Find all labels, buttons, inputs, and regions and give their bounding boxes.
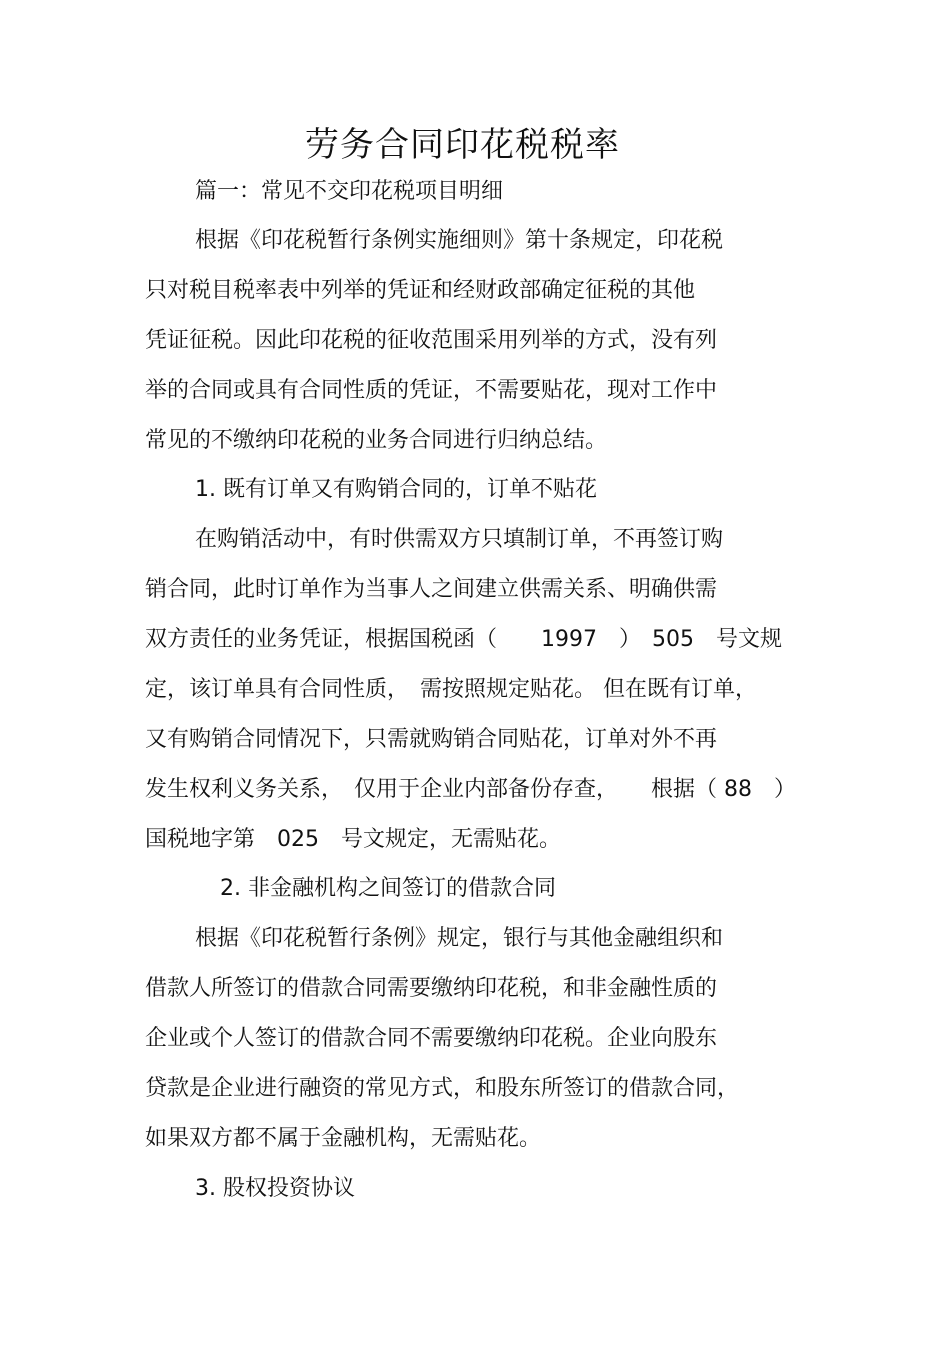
paragraph-line: 举的合同或具有合同性质的凭证，不需要贴花，现对工作中 <box>145 378 718 403</box>
paragraph-line: 只对税目税率表中列举的凭证和经财政部确定征税的其他 <box>145 278 696 303</box>
paragraph-line: 双方责任的业务凭证，根据国税函（ 1997 ） 505 号文规 <box>145 627 782 652</box>
item-heading-3: 3. 股权投资协议 <box>195 1176 355 1201</box>
paragraph-line: 贷款是企业进行融资的常见方式，和股东所签订的借款合同， <box>145 1076 740 1101</box>
paragraph-line: 发生权利义务关系， 仅用于企业内部备份存查， 根据（ 88 ） <box>145 777 796 802</box>
paragraph-line: 企业或个人签订的借款合同不需要缴纳印花税。企业向股东 <box>145 1026 718 1051</box>
paragraph-line: 根据《印花税暂行条例实施细则》第十条规定，印花税 <box>195 228 724 253</box>
paragraph-line: 借款人所签订的借款合同需要缴纳印花税，和非金融性质的 <box>145 976 718 1001</box>
paragraph-line: 定，该订单具有合同性质， 需按照规定贴花。 但在既有订单， <box>145 677 757 702</box>
paragraph-line: 在购销活动中，有时供需双方只填制订单，不再签订购 <box>195 527 724 552</box>
paragraph-line: 如果双方都不属于金融机构，无需贴花。 <box>145 1126 542 1151</box>
section-heading: 篇一：常见不交印花税项目明细 <box>195 179 504 204</box>
paragraph-line: 销合同，此时订单作为当事人之间建立供需关系、明确供需 <box>145 577 718 602</box>
paragraph-line: 根据《印花税暂行条例》规定，银行与其他金融组织和 <box>195 926 724 951</box>
paragraph-line: 又有购销合同情况下，只需就购销合同贴花，订单对外不再 <box>145 727 718 752</box>
paragraph-line: 凭证征税。因此印花税的征收范围采用列举的方式，没有列 <box>145 328 718 353</box>
document-title: 劳务合同印花税税率 <box>305 125 620 165</box>
item-heading-1: 1. 既有订单又有购销合同的，订单不贴花 <box>195 477 597 502</box>
item-heading-2: 2. 非金融机构之间签订的借款合同 <box>220 876 556 901</box>
paragraph-line: 常见的不缴纳印花税的业务合同进行归纳总结。 <box>145 428 608 453</box>
paragraph-line: 国税地字第 025 号文规定，无需贴花。 <box>145 827 561 852</box>
